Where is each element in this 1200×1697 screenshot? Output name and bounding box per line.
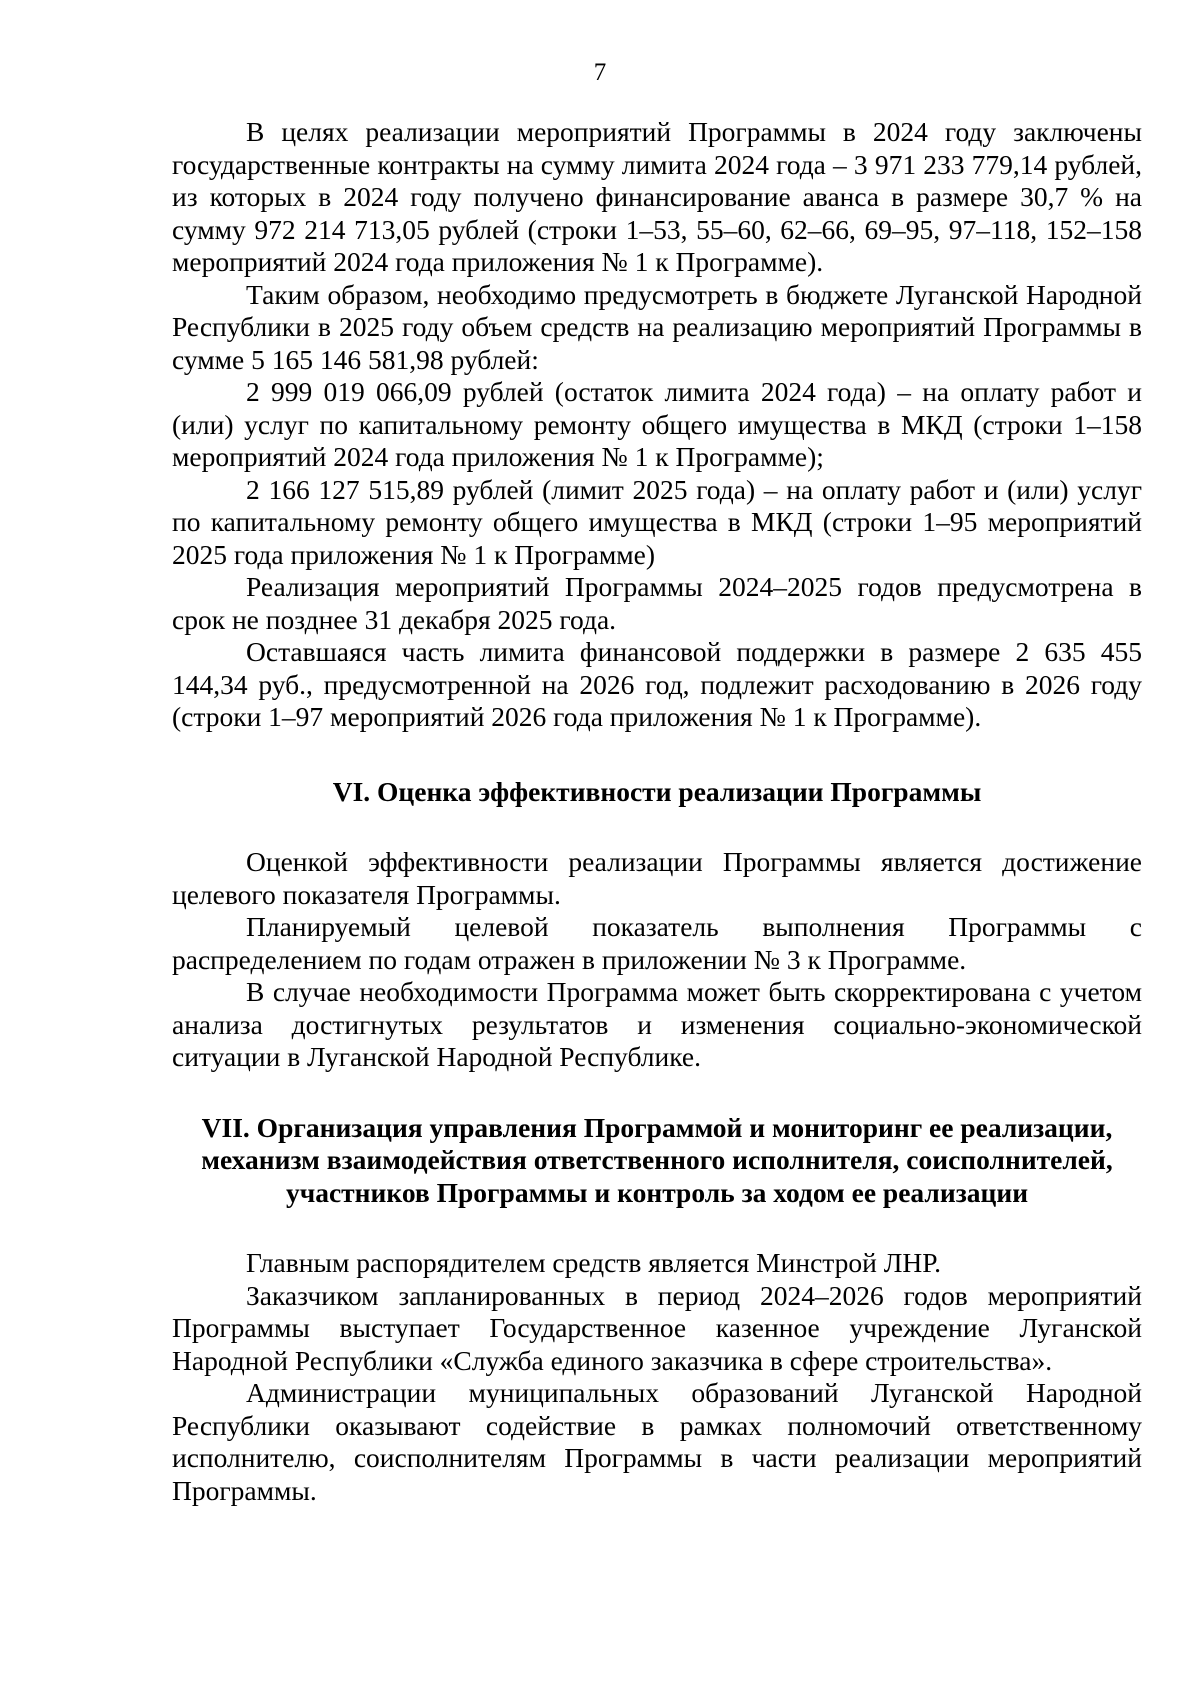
section-vii-heading-line: VII. Организация управления Программой и мониторинг ее реализации, <box>201 1111 1113 1143</box>
paragraph-customer: Заказчиком запланированных в период 2024–2026 годов мероприятий Программы выступает Государственное казенное учреждение Луганской Народной Республики «Служба единого заказчика в сфере строительства». <box>172 1279 1142 1376</box>
paragraph-efficiency: Оценкой эффективности реализации Программы является достижение целевого показателя Программы. <box>172 846 1142 910</box>
section-vi-heading: VI. Оценка эффективности реализации Программы <box>332 775 982 807</box>
page-number: 7 <box>593 59 607 86</box>
paragraph-budget-2025: Таким образом, необходимо предусмотреть в бюджете Луганской Народной Республики в 2025 году объем средств на реализацию мероприятий Программы в сумме 5 165 146 581,98 рублей: <box>172 278 1142 375</box>
paragraph-main-manager: Главным распорядителем средств является Минстрой ЛНР. <box>246 1247 941 1278</box>
paragraph-administrations: Администрации муниципальных образований Луганской Народной Республики оказывают содействие в рамках полномочий ответственному исполнителю, соисполнителям Программы в части реализации мероприятий Программы. <box>172 1377 1142 1506</box>
document-body <box>172 116 1142 1507</box>
section-vii-heading-line: участников Программы и контроль за ходом ее реализации <box>285 1176 1029 1208</box>
paragraph-correction: В случае необходимости Программа может быть скорректирована с учетом анализа достигнутых результатов и изменения социально-экономической ситуации в Луганской Народной Республике. <box>172 976 1142 1072</box>
paragraph-limit-2025: 2 166 127 515,89 рублей (лимит 2025 года) – на оплату работ и (или) услуг по капитальному ремонту общего имущества в МКД (строки 1–95 мероприятий 2025 года приложения № 1 к Программе) <box>172 473 1142 570</box>
paragraph-limit-2026: Оставшаяся часть лимита финансовой поддержки в размере 2 635 455 144,34 руб., предусмотренной на 2026 год, подлежит расходованию в 2026 году (строки 1–97 мероприятий 2026 года приложения № 1 к Программе). <box>172 636 1142 732</box>
paragraph-deadline: Реализация мероприятий Программы 2024–2025 годов предусмотрена в срок не позднее 31 декабря 2025 года. <box>172 571 1142 635</box>
paragraph-remaining-2024: 2 999 019 066,09 рублей (остаток лимита 2024 года) – на оплату работ и (или) услуг по капитальному ремонту общего имущества в МКД (строки 1–158 мероприятий 2024 года приложения № 1 к Программе); <box>172 376 1142 472</box>
paragraph-target-indicator: Планируемый целевой показатель выполнения Программы с распределением по годам отражен в приложении № 3 к Программе. <box>172 911 1142 975</box>
section-vii-heading <box>172 1112 1142 1210</box>
paragraph-contracts: В целях реализации мероприятий Программы в 2024 году заключены государственные контракты на сумму лимита 2024 года – 3 971 233 779,14 рублей, из которых в 2024 году получено финансирование аванса в размере 30,7 % на сумму 972 214 713,05 рублей (строки 1–53, 55–60, 62–66, 69–95, 97–118, 152–158 мероприятий 2024 года приложения № 1 к Программе). <box>172 116 1142 277</box>
section-vii-heading-line: механизм взаимодействия ответственного исполнителя, соисполнителей, <box>201 1144 1113 1175</box>
